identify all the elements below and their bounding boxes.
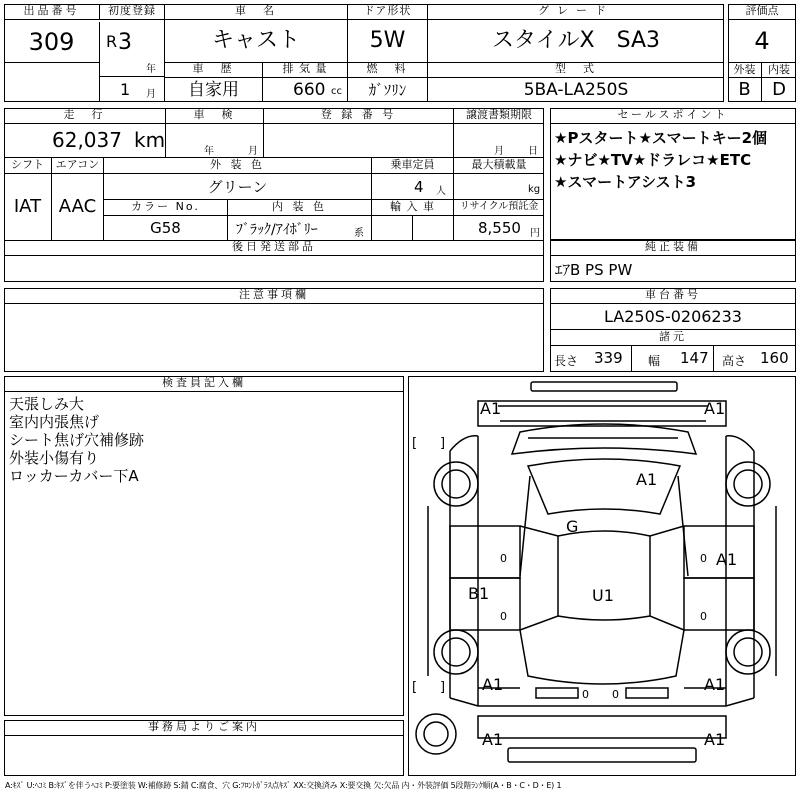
first-reg-label: 初度登録 [100,4,165,20]
interior-color-label: 内 装 色 [228,200,372,216]
damage-mark: A1 [636,470,658,489]
reg-no-value [264,124,454,158]
capacity-value: 4 [414,178,424,196]
recycle-label: リサイクル預託金 [454,200,544,216]
height-value: 160 [760,349,789,367]
displacement-value: 660 [293,80,326,100]
inspection-label: 車 検 [166,108,264,124]
model-name-label: 車 名 [165,4,348,20]
type-value: 5BA-LA250S [523,80,629,100]
zero-mark: 0 [500,610,507,623]
later-parts-label: 後日発送部品 [4,240,544,256]
recycle-unit: 円 [530,228,540,239]
score-label: 評価点 [728,4,796,20]
capacity-label: 乗車定員 [372,158,454,174]
bracket-mark: ] [440,436,446,451]
chassis-label: 車台番号 [550,288,796,304]
damage-mark: G [566,517,579,536]
damage-mark: A1 [704,675,726,694]
color-value: グリーン [104,174,372,200]
legend-text: A:ｷｽﾞ U:ﾍｺﾐ B:ｷｽﾞを伴うﾍｺﾐ P:要塗装 W:補修跡 S:錆 C:腐食、穴 G:ﾌﾛﾝﾄｶﾞﾗｽ点ｷｽﾞ XX:交換済み X:要交換 欠:欠品 内・外装評価 5段階ﾗﾝｸ順(A・B・C・D・E) 1 [5,781,562,790]
import-label: 輸 入 車 [372,200,454,216]
transfer-day-unit: 日 [528,146,538,157]
width-value: 147 [680,349,709,367]
length-value: 339 [594,349,623,367]
transfer-cell [454,124,544,158]
mileage-cell [4,124,166,158]
inspector-note: 天張しみ大 [9,395,85,413]
dims-label: 諸元 [550,330,796,346]
zero-mark: 0 [582,688,589,701]
displacement-unit: cc [331,86,342,97]
lot-empty [4,62,100,102]
chassis-value: LA250S-0206233 [550,304,796,330]
reg-year: 3 [118,30,132,55]
caution-label: 注意事項欄 [4,288,544,304]
type-label: 型 式 [428,62,724,78]
transfer-label: 譲渡書類期限 [454,108,544,124]
interior-color-suffix: 系 [354,228,364,239]
grade-label: グレード [428,4,724,20]
color-no-value: G58 [104,216,228,240]
zero-mark: 0 [612,688,619,701]
score-value: 4 [754,27,770,55]
fuel-label: 燃 料 [348,62,428,78]
inspector-label: 検査員記入欄 [4,376,404,392]
import-cell-b [413,216,454,240]
door-value: 5W [348,20,428,62]
ext-grade: B [728,78,762,102]
inspection-month-unit: 月 [248,146,258,157]
color-no-label: カラー No. [104,200,228,216]
fuel-value: ｶﾞｿﾘﾝ [348,78,428,102]
damage-mark: B1 [468,584,490,603]
ac-label: エアコン [52,158,104,174]
month-unit: 月 [146,89,156,100]
length-cell [550,346,632,372]
damage-mark: A1 [482,730,504,749]
inspection-year-unit: 年 [204,146,214,157]
era: R [106,32,118,51]
max-load-label: 最大積載量 [454,158,544,174]
history-value: 自家用 [165,78,263,102]
width-cell [632,346,714,372]
reg-month-cell [100,76,165,102]
damage-mark: A1 [480,399,502,418]
grade-value: スタイルX SA3 [491,28,661,53]
inspector-note: ロッカーカバー下A [9,467,139,485]
inspection-cell [166,124,264,158]
sales-points-list [550,127,796,193]
color-label: 外 装 色 [104,158,372,174]
height-label: 高さ [722,354,747,368]
transfer-month-unit: 月 [494,146,504,157]
import-cell-a [372,216,413,240]
shift-label: シフト [4,158,52,174]
ext-label: 外装 [728,62,762,78]
int-label: 内装 [762,62,796,78]
zero-mark: 0 [500,552,507,565]
damage-mark: A1 [482,675,504,694]
first-reg-cell [100,20,165,76]
car-diagram [408,376,796,776]
displacement-label: 排 気 量 [263,62,348,78]
recycle-value: 8,550 [478,219,521,237]
mileage-unit: km [134,128,166,152]
mileage-value: 62,037 [52,128,122,152]
height-cell [714,346,796,372]
inspector-note: 室内内張焦げ [9,413,100,431]
displacement-cell [263,78,348,102]
sales-point: ★ナビ★TV★ドラレコ★ETC [554,151,752,169]
zero-mark: 0 [700,552,707,565]
bracket-mark: ] [440,680,446,695]
interior-color-cell [228,216,372,240]
genuine-label: 純正装備 [550,240,796,256]
interior-color-value: ﾌﾞﾗｯｸ/ｱｲﾎﾞﾘｰ [236,222,318,238]
sales-points-label: セールスポイント [550,108,796,124]
ac-value: AAC [52,174,104,240]
genuine-value: ｴｱB PS PW [555,261,633,279]
damage-mark: U1 [592,586,614,605]
inspector-note: シート焦げ穴補修跡 [9,431,145,449]
int-grade: D [772,79,786,100]
lot-label: 出品番号 [4,4,100,20]
width-label: 幅 [648,354,661,368]
zero-mark: 0 [700,610,707,623]
year-unit: 年 [146,64,156,75]
damage-mark: A1 [704,730,726,749]
mileage-label: 走 行 [4,108,166,124]
reg-month: 1 [120,80,131,99]
damage-mark: A1 [716,550,738,569]
reg-no-label: 登 録 番 号 [264,108,454,124]
lot-value: 309 [4,22,100,62]
max-load-unit: kg [528,184,541,195]
capacity-unit: 人 [436,186,446,197]
bracket-mark: [ [412,680,418,695]
recycle-cell [454,216,544,240]
max-load-cell [454,174,544,200]
length-label: 長さ [554,354,579,368]
damage-mark: A1 [704,399,726,418]
history-label: 車 歴 [165,62,263,78]
door-label: ドア形状 [348,4,428,20]
inspector-notes [4,395,400,485]
capacity-cell [372,174,454,200]
sales-point: ★Pスタート★スマートキー2個 [554,129,768,147]
bracket-mark: [ [412,436,418,451]
shift-value: IAT [4,174,52,240]
inspector-note: 外装小傷有り [9,449,100,467]
office-label: 事務局よりご案内 [4,720,404,736]
sales-point: ★スマートアシスト3 [554,173,697,191]
model-name: キャスト [165,20,348,62]
